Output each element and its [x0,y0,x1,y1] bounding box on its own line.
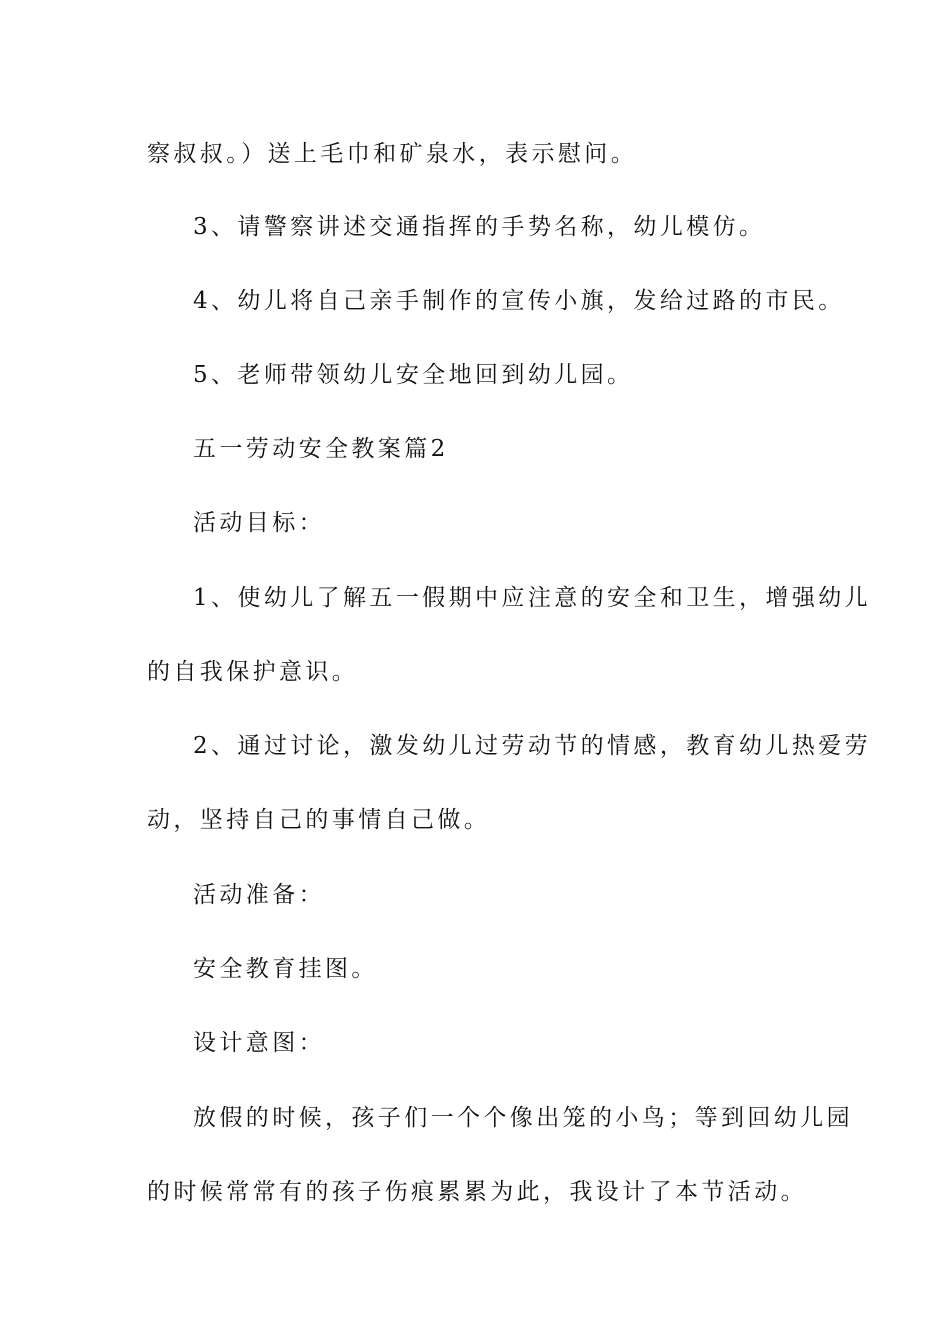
paragraph-continuation-line: 察叔叔。）送上毛巾和矿泉水，表示慰问。 [147,141,638,167]
design-intent-continuation: 的时候常常有的孩子伤痕累累为此，我设计了本节活动。 [147,1179,807,1205]
goal-1-line: 1、使幼儿了解五一假期中应注意的安全和卫生，增强幼儿 [193,585,872,611]
activity-preparation-label: 活动准备： [193,882,325,908]
goal-2-continuation: 动，坚持自己的事情自己做。 [147,807,491,833]
goal-1-continuation: 的自我保护意识。 [147,659,359,685]
step-4-line: 4、幼儿将自己亲手制作的宣传小旗，发给过路的市民。 [193,288,845,314]
design-intent-line: 放假的时候，孩子们一个个像出笼的小鸟；等到回幼儿园 [193,1105,853,1131]
design-intent-label: 设计意图： [193,1030,325,1056]
goal-2-line: 2、通过讨论，激发幼儿过劳动节的情感，教育幼儿热爱劳 [193,733,872,759]
step-3-line: 3、请警察讲述交通指挥的手势名称，幼儿模仿。 [193,214,766,240]
preparation-item: 安全教育挂图。 [193,956,378,982]
activity-goals-label: 活动目标： [193,510,325,536]
step-5-line: 5、老师带领幼儿安全地回到幼儿园。 [193,362,634,388]
section-heading: 五一劳动安全教案篇2 [193,436,449,462]
